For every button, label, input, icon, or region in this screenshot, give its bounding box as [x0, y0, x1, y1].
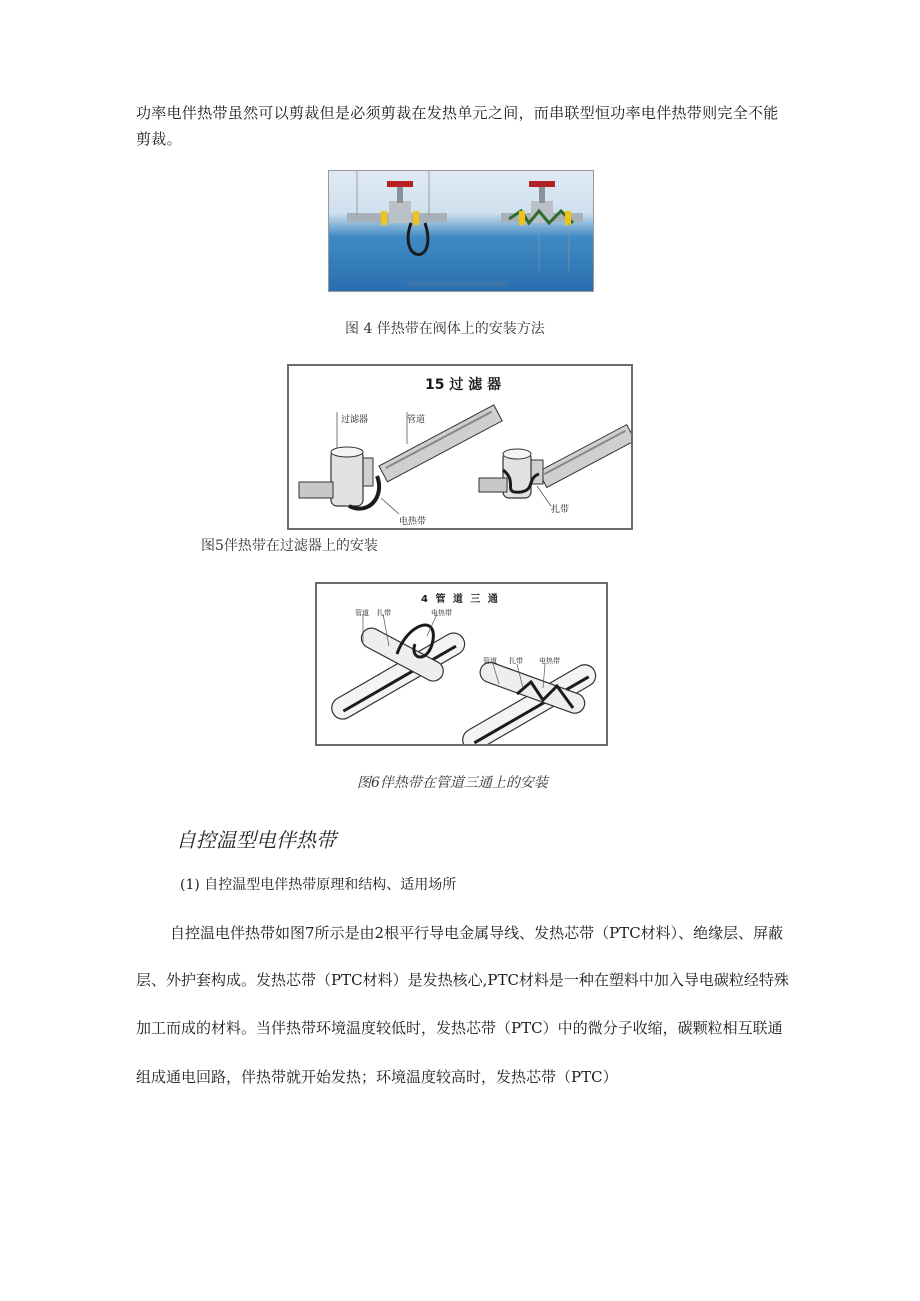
body-line-3: 加工而成的材料。当伴热带环境温度较低时，发热芯带（PTC）中的微分子收缩，碳颗粒相互联通 — [136, 1019, 783, 1037]
valve-diagram-graphic — [329, 171, 593, 291]
figure-6-label-tape-b: 扎带 — [509, 657, 523, 665]
figure-5-label-tape: 扎带 — [551, 505, 570, 515]
body-line-2: 层、外护套构成。发热芯带（PTC材料）是发热核心,PTC材料是一种在塑料中加入导电碳粒经特殊 — [136, 971, 789, 989]
figure-6-caption: 图6伴热带在管道三通上的安装 — [357, 775, 548, 791]
section-heading: 自控温型电伴热带 — [176, 828, 336, 852]
figure-5-label-heater: 电热带 — [399, 517, 427, 527]
intro-line-2: 剪裁。 — [136, 130, 182, 148]
section-subheading: (1) 自控温型电伴热带原理和结构、适用场所 — [180, 877, 457, 893]
figure-5-caption: 图5伴热带在过滤器上的安装 — [201, 538, 378, 554]
body-line-4: 组成通电回路，伴热带就开始发热；环境温度较高时，发热芯带（PTC） — [136, 1068, 618, 1086]
figure-6-image — [315, 582, 608, 746]
figure-5-label-pipe: 管道 — [407, 415, 426, 425]
figure-6-label-pipe-a: 管道 — [355, 609, 369, 617]
figure-6-label-pipe-b: 管道 — [483, 657, 497, 665]
figure-6-label-heater-b: 电热带 — [539, 657, 560, 665]
figure-6-label-tape-a: 扎带 — [377, 609, 391, 617]
figure-5-title: 15 过 滤 器 — [425, 377, 502, 393]
body-line-1: 自控温电伴热带如图7所示是由2根平行导电金属导线、发热芯带（PTC材料）、绝缘层、屏蔽 — [170, 924, 784, 942]
figure-6-label-heater-a: 电热带 — [431, 609, 452, 617]
figure-5-label-filter: 过滤器 — [341, 415, 369, 425]
figure-6-title: 4 管 道 三 通 — [421, 594, 500, 605]
figure-4-image — [328, 170, 594, 292]
figure-4-caption: 图 4 伴热带在阀体上的安装方法 — [345, 321, 545, 337]
figure-5-image — [287, 364, 633, 530]
intro-line-1: 功率电伴热带虽然可以剪裁但是必须剪裁在发热单元之间，而串联型恒功率电伴热带则完全不能 — [136, 104, 779, 122]
